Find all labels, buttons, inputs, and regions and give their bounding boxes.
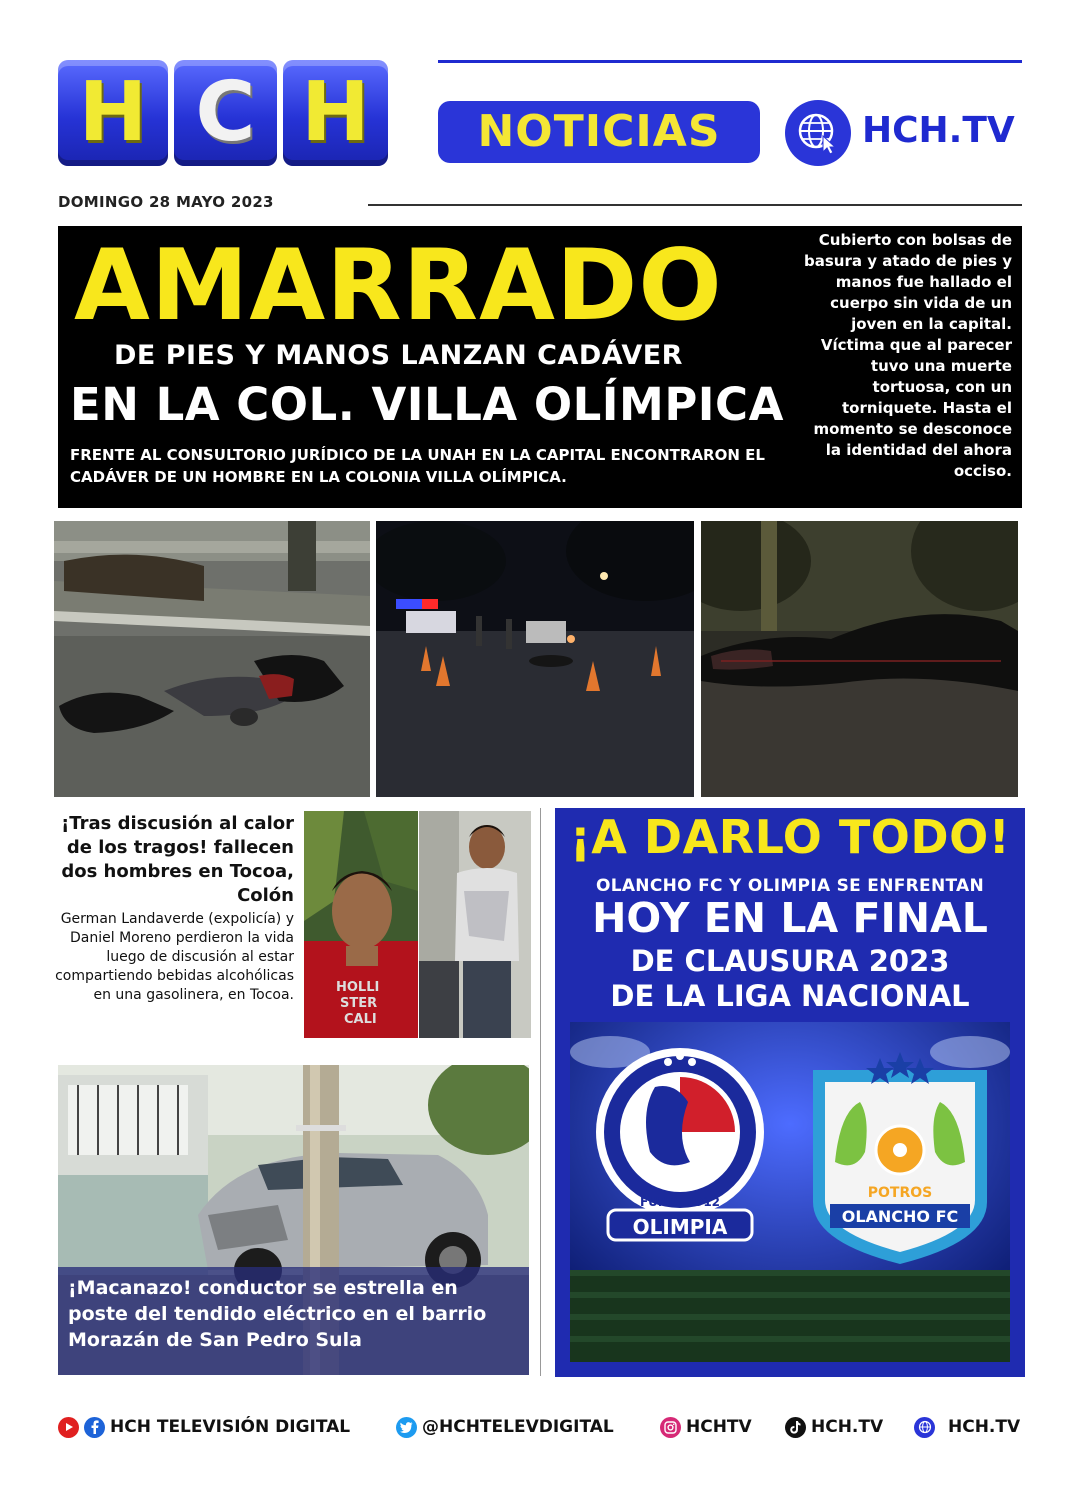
footer-instagram[interactable] (660, 1413, 752, 1441)
crash-caption: ¡Macanazo! conductor se estrella en poste del tendido eléctrico en el barrio Morazán de San Pedro Sula (58, 1267, 529, 1375)
sports-line-3: DE CLAUSURA 2023 (630, 944, 950, 978)
facebook-icon (84, 1417, 105, 1438)
tocoa-body: German Landaverde (expolicía) y Daniel Moreno perdieron la vida luego de discusión al estar compartiendo bebidas alcohólicas en una gasolinera, en Tocoa. (55, 911, 294, 1003)
globe-icon (914, 1417, 935, 1438)
main-story-box (58, 226, 1022, 508)
victim-photo-1 (304, 811, 418, 1038)
olancho-nickname: POTROS (867, 1185, 933, 1201)
footer-tiktok[interactable] (785, 1413, 883, 1441)
footer-instagram-label: HCHTV (686, 1417, 752, 1437)
hch-logo (58, 60, 388, 166)
footer-social-bar (58, 1413, 1028, 1441)
shirt-text-2: STER (340, 996, 378, 1011)
footer-web[interactable] (914, 1413, 1020, 1441)
sports-line-4: DE LA LIGA NACIONAL (610, 979, 970, 1013)
main-subheadline-2: EN LA COL. VILLA OLÍMPICA (70, 378, 784, 431)
match-graphic (570, 1022, 1010, 1362)
section-label-noticias: NOTICIAS (438, 101, 760, 163)
tiktok-icon (785, 1417, 806, 1438)
globe-cursor-icon (785, 100, 851, 166)
logo-letter-h1: H (58, 60, 168, 166)
column-divider (540, 808, 541, 1376)
footer-twitter[interactable] (396, 1413, 614, 1441)
sports-line-2: HOY EN LA FINAL (592, 894, 988, 942)
tocoa-headline: ¡Tras discusión al calor de los tragos! fallecen dos hombres en Tocoa, Colón (61, 813, 294, 906)
main-subheadline-1: DE PIES Y MANOS LANZAN CADÁVER (114, 340, 683, 371)
crime-scene-photo-2 (376, 521, 694, 797)
olimpia-name: OLIMPIA (632, 1215, 728, 1239)
twitter-icon (396, 1417, 417, 1438)
footer-twitter-label: @HCHTELEVDIGITAL (422, 1417, 614, 1437)
main-headline: AMARRADO (74, 229, 723, 343)
shirt-text-3: CALI (344, 1012, 377, 1027)
shirt-text-1: HOLLI (336, 980, 380, 995)
logo-letter-h2: H (283, 60, 388, 166)
youtube-icon (58, 1417, 79, 1438)
header-top-rule (438, 60, 1022, 63)
logo-letter-c: C (174, 60, 277, 166)
main-sidebar-text: Cubierto con bolsas de basura y atado de pies y manos fue hallado el cuerpo sin vida de un joven en la capital. Víctima que al parecer tuvo una muerte tortuosa, con un torniquete. Hasta el momento se desconoce la identidad del ahora occiso. (803, 231, 1012, 480)
date-rule (368, 204, 1022, 206)
sports-title: ¡A DARLO TODO! (569, 810, 1011, 864)
crime-scene-photo-1 (54, 521, 370, 797)
issue-date: DOMINGO 28 MAYO 2023 (58, 193, 274, 211)
instagram-icon (660, 1417, 681, 1438)
olimpia-founded: FUND. 1912 (639, 1195, 721, 1209)
olimpia-crest (596, 1048, 764, 1240)
sports-line-1: OLANCHO FC Y OLIMPIA SE ENFRENTAN (595, 876, 985, 896)
victim-photo-2 (419, 811, 531, 1038)
sports-box (555, 808, 1025, 1377)
olancho-crest (813, 1052, 987, 1264)
footer-web-label: HCH.TV (948, 1417, 1021, 1437)
website-label[interactable]: HCH.TV (862, 110, 1015, 151)
crime-scene-photo-3 (701, 521, 1018, 797)
footer-facebook-label: HCH TELEVISIÓN DIGITAL (110, 1417, 351, 1437)
footer-facebook-youtube[interactable] (58, 1413, 350, 1441)
olancho-name: OLANCHO FC (841, 1207, 959, 1226)
main-lead: FRENTE AL CONSULTORIO JURÍDICO DE LA UNAH EN LA CAPITAL ENCONTRARON EL CADÁVER DE UN HOMBRE EN LA COLONIA VILLA OLÍMPICA. (70, 446, 765, 486)
footer-tiktok-label: HCH.TV (811, 1417, 884, 1437)
